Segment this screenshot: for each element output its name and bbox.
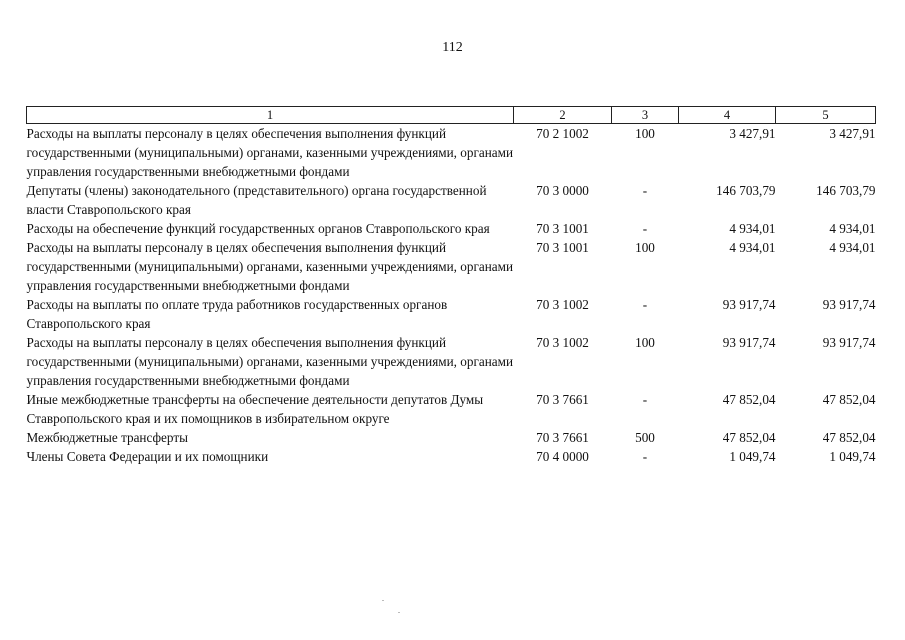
row-value-4: 47 852,04 bbox=[722, 392, 776, 407]
table-row bbox=[27, 390, 876, 428]
row-code: 70 3 1001 bbox=[536, 240, 589, 255]
row-value-4: 93 917,74 bbox=[722, 297, 776, 312]
row-name: Межбюджетные трансферты bbox=[26, 430, 188, 445]
row-value-5: 4 934,01 bbox=[829, 240, 876, 255]
row-value-4: 4 934,01 bbox=[729, 240, 776, 255]
page-number: 112 bbox=[442, 40, 463, 55]
row-name: Члены Совета Федерации и их помощники bbox=[26, 449, 269, 464]
scan-speck bbox=[398, 612, 400, 613]
row-value-4: 1 049,74 bbox=[729, 449, 776, 464]
row-name: Расходы на обеспечение функций государственных органов Ставропольского края bbox=[26, 221, 490, 236]
row-type: 500 bbox=[635, 430, 655, 445]
row-type: - bbox=[642, 183, 648, 198]
row-value-4: 3 427,91 bbox=[729, 126, 776, 141]
row-type: 100 bbox=[635, 126, 655, 141]
table-row bbox=[27, 238, 876, 295]
header-col-5: 5 bbox=[776, 107, 876, 124]
row-name: Депутаты (члены) законодательного (представительного) органа государственной власти Ставропольского края bbox=[26, 183, 487, 217]
table-row bbox=[27, 124, 876, 182]
table-row bbox=[27, 333, 876, 390]
table-row bbox=[27, 219, 876, 238]
row-value-4: 146 703,79 bbox=[716, 183, 776, 198]
row-type: - bbox=[642, 449, 648, 464]
row-type: - bbox=[642, 221, 648, 236]
table-row bbox=[27, 428, 876, 447]
row-value-5: 47 852,04 bbox=[822, 392, 876, 407]
row-value-5: 93 917,74 bbox=[822, 335, 876, 350]
row-type: 100 bbox=[635, 240, 655, 255]
budget-table bbox=[26, 106, 876, 466]
table-row bbox=[27, 295, 876, 333]
table-header-row bbox=[27, 107, 876, 124]
row-code: 70 3 1002 bbox=[536, 335, 589, 350]
scan-speck bbox=[382, 600, 384, 601]
row-code: 70 3 0000 bbox=[536, 183, 589, 198]
row-code: 70 4 0000 bbox=[536, 449, 589, 464]
row-value-4: 4 934,01 bbox=[729, 221, 776, 236]
table-row bbox=[27, 447, 876, 466]
row-code: 70 3 1002 bbox=[536, 297, 589, 312]
header-col-4: 4 bbox=[679, 107, 776, 124]
row-value-5: 4 934,01 bbox=[829, 221, 876, 236]
table-row bbox=[27, 181, 876, 219]
row-name: Расходы на выплаты персоналу в целях обеспечения выполнения функций государственными (муниципальными) органами, казенными учреждениями, органами управления государственными внебюджетными фондами bbox=[26, 126, 514, 179]
row-value-5: 93 917,74 bbox=[822, 297, 876, 312]
row-code: 70 2 1002 bbox=[536, 126, 589, 141]
row-name: Иные межбюджетные трансферты на обеспечение деятельности депутатов Думы Ставропольского края и их помощников в избирательном округе bbox=[26, 392, 484, 426]
header-col-3: 3 bbox=[612, 107, 679, 124]
row-type: - bbox=[642, 392, 648, 407]
row-type: 100 bbox=[635, 335, 655, 350]
row-value-4: 47 852,04 bbox=[722, 430, 776, 445]
header-col-1: 1 bbox=[27, 107, 514, 124]
row-name: Расходы на выплаты персоналу в целях обеспечения выполнения функций государственными (муниципальными) органами, казенными учреждениями, органами управления государственными внебюджетными фондами bbox=[26, 335, 514, 388]
row-type: - bbox=[642, 297, 648, 312]
row-name: Расходы на выплаты по оплате труда работников государственных органов Ставропольского края bbox=[26, 297, 448, 331]
row-code: 70 3 7661 bbox=[536, 430, 589, 445]
row-value-5: 47 852,04 bbox=[822, 430, 876, 445]
row-name: Расходы на выплаты персоналу в целях обеспечения выполнения функций государственными (муниципальными) органами, казенными учреждениями, органами управления государственными внебюджетными фондами bbox=[26, 240, 514, 293]
row-value-5: 146 703,79 bbox=[816, 183, 876, 198]
row-value-4: 93 917,74 bbox=[722, 335, 776, 350]
row-value-5: 3 427,91 bbox=[829, 126, 876, 141]
row-code: 70 3 7661 bbox=[536, 392, 589, 407]
row-value-5: 1 049,74 bbox=[829, 449, 876, 464]
header-col-2: 2 bbox=[514, 107, 612, 124]
row-code: 70 3 1001 bbox=[536, 221, 589, 236]
